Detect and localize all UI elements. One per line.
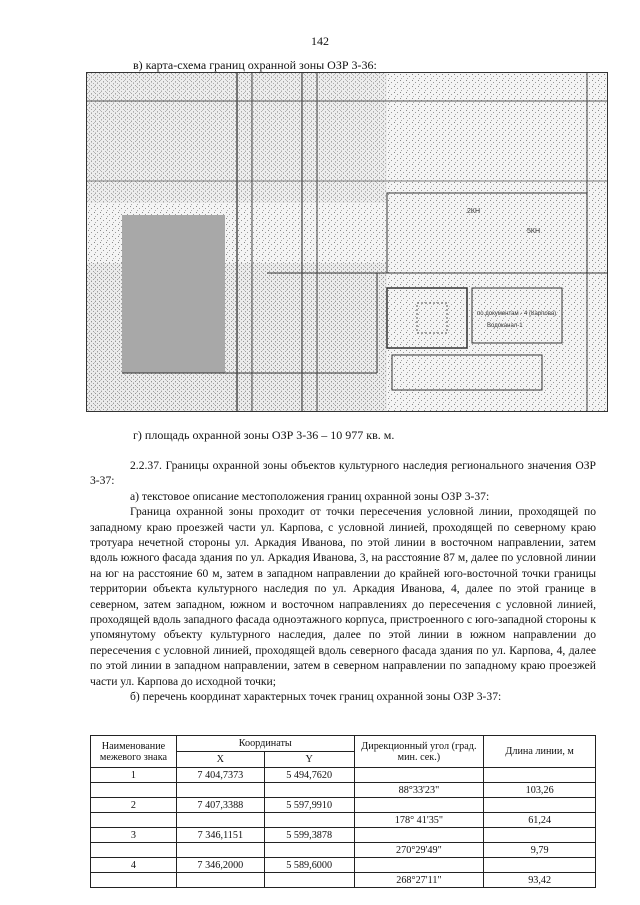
table-row (91, 858, 596, 873)
header-x: X (176, 752, 264, 768)
table-row (91, 828, 596, 843)
direction-angle: 88°33'23" (354, 783, 484, 798)
table-row (91, 783, 596, 798)
table-row (91, 768, 596, 783)
text-block (90, 458, 596, 705)
table-row (91, 873, 596, 888)
area-line: г) площадь охранной зоны ОЗР 3-36 – 10 977 кв. м. (133, 428, 395, 442)
direction-angle: 178° 41'35" (354, 813, 484, 828)
header-coordinates: Координаты (176, 736, 354, 752)
empty-cell (484, 768, 596, 783)
map-label-2kn: 2КН (467, 208, 481, 215)
line-length: 103,26 (484, 783, 596, 798)
table-row (91, 798, 596, 813)
point-name: 1 (91, 768, 177, 783)
header-name: Наименование межевого знака (91, 736, 177, 768)
empty-cell (354, 768, 484, 783)
point-name: 4 (91, 858, 177, 873)
item-a: а) текстовое описание местоположения границ охранной зоны ОЗР 3-37: (130, 489, 490, 503)
point-name: 3 (91, 828, 177, 843)
line-length: 61,24 (484, 813, 596, 828)
table-row (91, 813, 596, 828)
header-y: Y (264, 752, 354, 768)
coord-x: 7 346,1151 (176, 828, 264, 843)
coord-y: 5 589,6000 (264, 858, 354, 873)
map-caption: в) карта-схема границ охранной зоны ОЗР 3-36: (133, 58, 377, 72)
coord-y: 5 599,3878 (264, 828, 354, 843)
protection-zone-area (122, 215, 225, 373)
coord-x: 7 407,3388 (176, 798, 264, 813)
map-label-vodokanal: Водоканал-1 (487, 323, 523, 329)
header-angle: Дирекционный угол (град. мин. сек.) (354, 736, 484, 768)
map-label-documents: по документам - 4 (Карпова) (477, 311, 557, 317)
section-heading: 2.2.37. Границы охранной зоны объектов культурного наследия регионального значения ОЗР 3-37: (90, 459, 596, 488)
line-length: 93,42 (484, 873, 596, 888)
coord-x: 7 404,7373 (176, 768, 264, 783)
boundary-map (86, 72, 608, 412)
direction-angle: 270°29'49" (354, 843, 484, 858)
direction-angle: 268°27'11" (354, 873, 484, 888)
coord-y: 5 494,7620 (264, 768, 354, 783)
map-label-5kn: 5КН (527, 228, 541, 235)
page-number: 142 (311, 34, 329, 48)
coord-y: 5 597,9910 (264, 798, 354, 813)
point-name: 2 (91, 798, 177, 813)
item-b: б) перечень координат характерных точек границ охранной зоны ОЗР 3-37: (130, 690, 502, 704)
coordinates-table (90, 735, 596, 888)
coord-x: 7 346,2000 (176, 858, 264, 873)
description: Граница охранной зоны проходит от точки пересечения условной линии, проходящей по западному краю проезжей части ул. Карпова, с условной линией, проходящей по северному краю тротуара нечетной стороны ул. Аркадия Иванова, по этой линии в восточном направлении, затем вдоль южного фасада здания по ул. Аркадия Иванова, 3, на расстояние 87 м, далее по условной линии на юг на расстояние 60 м, затем в западном направлении до крайней юго-восточной точки границы территории объекта культурного наследия по ул. Аркадия Иванова, 4, далее по этой границе в северном, затем западном, южном и восточном направлениях до пересечения с условной линией, проходящей вдоль западного фасада одноэтажного корпуса, пристроенного с юго-западной стороны к упомянутому объекту культурного наследия, далее по этой линии в южном направлении до пересечения с условной линией, проходящей вдоль северного фасада здания по ул. Карпова, 4, далее по этой линии в западном направлении, затем в северном направлении по западному краю проезжей части ул. Карпова до исходной точки; (90, 505, 596, 688)
line-length: 9,79 (484, 843, 596, 858)
header-length: Длина линии, м (484, 736, 596, 768)
table-row (91, 843, 596, 858)
